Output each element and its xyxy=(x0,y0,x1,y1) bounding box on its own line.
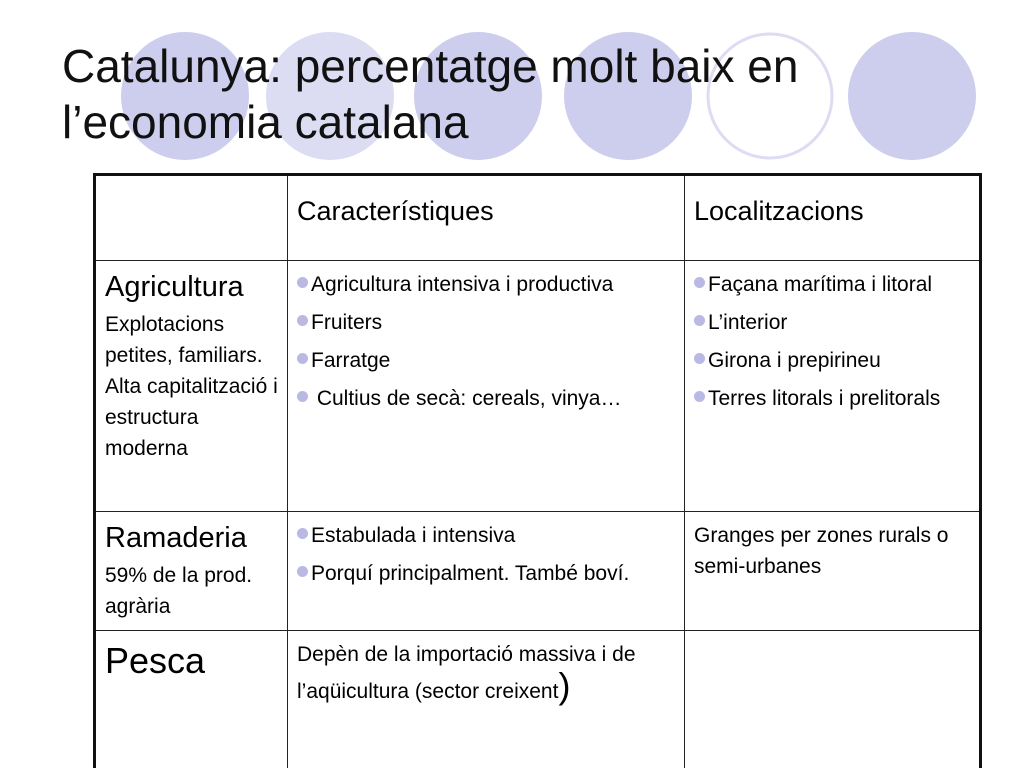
list-item xyxy=(297,269,676,300)
title-line-2: l’economia catalana xyxy=(62,96,469,148)
features-cell xyxy=(288,512,685,631)
row-label-cell xyxy=(95,512,288,631)
bullet-icon xyxy=(694,391,705,402)
header-cell-locations: Localitzacions xyxy=(685,175,981,261)
list-item xyxy=(694,383,971,414)
table-row-pesca xyxy=(95,631,981,768)
row-title: Pesca xyxy=(105,640,206,681)
bullet-icon xyxy=(297,566,308,577)
bullet-icon xyxy=(297,315,308,326)
list-item-text: Agricultura intensiva i productiva xyxy=(311,273,614,296)
locations-text: Granges per zones rurals o semi-urbanes xyxy=(694,524,949,578)
title-line-1: Catalunya: percentatge molt baix en xyxy=(62,40,799,92)
list-item-text: Girona i prepirineu xyxy=(708,349,881,372)
list-item xyxy=(297,345,676,376)
bullet-icon xyxy=(694,353,705,364)
list-item xyxy=(694,345,971,376)
economy-table-wrapper xyxy=(93,173,982,768)
features-list xyxy=(297,269,676,414)
list-item-text: L’interior xyxy=(708,311,788,334)
bullet-icon xyxy=(694,277,705,288)
bullet-icon xyxy=(297,353,308,364)
list-item xyxy=(297,558,676,589)
table-row-ramaderia xyxy=(95,512,981,631)
row-subtitle: Explotacions petites, familiars. Alta capitalització i estructura moderna xyxy=(105,313,278,460)
list-item xyxy=(297,383,676,414)
list-item-text: Farratge xyxy=(311,349,391,372)
bullet-icon xyxy=(297,528,308,539)
features-list xyxy=(297,520,676,589)
bullet-icon xyxy=(297,391,308,402)
list-item xyxy=(694,269,971,300)
locations-list xyxy=(694,269,971,414)
bullet-icon xyxy=(297,277,308,288)
locations-cell xyxy=(685,512,981,631)
economy-table xyxy=(93,173,982,768)
slide-title xyxy=(62,38,1002,150)
list-item-text: Cultius de secà: cereals, vinya… xyxy=(311,387,622,410)
table-row-agricultura xyxy=(95,261,981,512)
list-item-text: Fruiters xyxy=(311,311,383,334)
list-item-text: Terres litorals i prelitorals xyxy=(708,387,941,410)
list-item-text: Façana marítima i litoral xyxy=(708,273,933,296)
bullet-icon xyxy=(694,315,705,326)
features-cell xyxy=(288,261,685,512)
header-cell-features: Característiques xyxy=(288,175,685,261)
locations-cell-empty xyxy=(685,631,981,768)
row-subtitle: 59% de la prod. agrària xyxy=(105,564,253,618)
row-title: Agricultura xyxy=(105,271,244,303)
locations-cell xyxy=(685,261,981,512)
row-label-cell xyxy=(95,261,288,512)
list-item xyxy=(297,520,676,551)
header-cell-empty xyxy=(95,175,288,261)
features-text: Depèn de la importació massiva i de l’aqüicultura (sector creixent xyxy=(297,643,636,703)
row-title: Ramaderia xyxy=(105,522,247,554)
row-label-cell xyxy=(95,631,288,768)
features-cell xyxy=(288,631,685,768)
closing-paren: ) xyxy=(558,665,571,706)
list-item xyxy=(694,307,971,338)
table-header-row xyxy=(95,175,981,261)
list-item-text: Estabulada i intensiva xyxy=(311,524,516,547)
list-item-text: Porquí principalment. També boví. xyxy=(311,562,630,585)
list-item xyxy=(297,307,676,338)
